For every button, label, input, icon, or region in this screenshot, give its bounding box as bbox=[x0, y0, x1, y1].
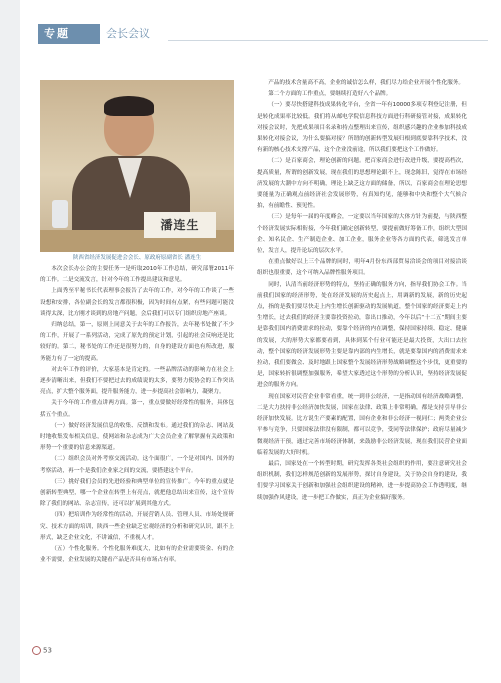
paragraph: （二）组织会员对外考察交流活动。这个面很广，一个是对国内、国外的考察活动，再一个是我们企业家之间的交流，要搭建这个平台。 bbox=[40, 456, 234, 474]
page-header bbox=[20, 24, 501, 44]
paragraph: （三）是每年一届的年度峰会，一定要以当年国家的大体方针为前提，与陕西整个经济发展实际相衔接，今年我们确定创新转型，要提前做好筹备工作，组织大型国企、知名民企、生产制造企业、加工企业，服务企业等各方面的代表，筛选发言单位，发言人，提升论坛的层次水平。 bbox=[257, 214, 467, 255]
paragraph: 第二个方面的工作重点，要继续打造好八个品牌。 bbox=[268, 91, 392, 98]
paragraph: （三）挑好我们会员的先进经验和典型单位的宣传推广。今年的重点就是创新转型典型，哪一个企业在转型上有亮点，就把他总结出来宣传，这个宣传除了我们的网站、杂志宣传，还可以扩展到其他方式。 bbox=[40, 478, 234, 508]
paragraph: 同时，认清当前经济形势的特点，坚持正确的服务方向，指导我们协会工作。当前我们国家的经济形势，处在经济发展的历史起点上，用调新的发展，新的历史起点，指的是我们要尽快走上内生增长创新驱动的发展轨道，整个国家的经济要走上内生增长，过去我们的经济主要靠投资拉动，靠出口推动，今年以后“十二五”期间主要是靠我们国内消费需求的拉动，要靠个经济的内在调整，保持国家持续、稳定、健康的发展，大的形势大家都要看到，具体到某个行业可能还是最大投资，大出口去拉动，整个国家的经济发展形势主要是靠内部的内生增长，就是要靠国内的消费需求来拉动，我们要做会、及时地跟上国家整个发展经济形势战略调整这个步伐，更重要的是，国家转折很调整加强服务，希望大家透过这个形势的分析认识，坚持经济发展促进会的服务方向。 bbox=[257, 281, 467, 389]
paragraph: 关于今年的工作重点讲两方面。第一，重点要做好经常性的服务，具体包括五个重点。 bbox=[40, 400, 234, 418]
section-title: 会长会议 bbox=[106, 27, 150, 40]
paragraph: 在重点做好以上三个品牌的同时，明年4月份东西部贸易洽谈会的项目对接洽谈组织也很重要，这个可纳入品牌性服务项目。 bbox=[257, 259, 467, 277]
page-number bbox=[32, 646, 52, 655]
side-band bbox=[0, 0, 20, 683]
left-column bbox=[40, 264, 234, 566]
photo-nameplate: 潘连生 bbox=[144, 212, 216, 238]
page-number-text: 53 bbox=[43, 646, 52, 655]
paragraph: 对去年工作的评价，大家基本是肯定的。一些品牌活动的影响力在社会上逐步清晰出来，但我们不要把过去的成绩说的太多，要努力使协会的工作突出亮点，扩大整个服务面，提升服务能力，进一步提高社会影响力，凝聚力。 bbox=[40, 366, 234, 396]
paragraph: （一）要尽快搭建科技成果转化平台，全省一年有10000多项专利登记注册，但是转化成果率比较低。我们将从邮电学院信息科技方面进行科研接管对接，成果转化对接会议时，先把成果项目名录和持点整理出来宣传，组织感兴趣的企业参加科技成果转化对接会议，为什么要搞对接？所谓的创新转型发展归根到底要靠科学技术，没有新的核心技术支撑产品，这个企业没前途，所以我们要把这个工作做好。 bbox=[257, 102, 467, 154]
paragraph: （五）个性化服务。个性化服务难度大，比如有的企业需要资金、有的企业不需要，企业发展的关键看产品是否具有市场占有率。 bbox=[40, 546, 234, 564]
paragraph: （一）做好经济发展信息的收集、反馈和发布。通过我们的杂志、网站及时地收集发布相关信息，使网站和杂志成为广大会员企业了解掌握有关政策和形势一个重要的信息来源渠道。 bbox=[40, 422, 234, 452]
paragraph: 最后，国家处在一个转型时期，研究发挥各类社会组织的作用，要注意研究社会组织机制，我们怎样规范创新的发展形势，探讨自身建设，关于协会自身的建设，我们要学习国家关于创新和加强社会组织建设的精神，进一步提高协会工作透明度，继续加强作风建设，进一步把工作做实，真正为企业搞好服务。 bbox=[257, 460, 467, 501]
right-column bbox=[257, 78, 467, 504]
paragraph: 本次会长办公会的主要任务一是听取2010年工作总结，研究部署2011年的工作。二是交流发言，针对今年的工作提出建议和意见。 bbox=[40, 266, 234, 284]
paragraph: 归纳总结，第一，原则上同意关于去年的工作报告，去年秘书处做了不少的工作，开展了一系列活动，完成了原先的预定计划，引起的社会反响还是比较好的。第二，秘书处的工作还是很努力的，自身的建设方面也有所改进，服务能力有了一定的提高。 bbox=[40, 322, 234, 362]
photo-caption: 陕西省经济发展促进会会长、原政府原副省长 潘连生 bbox=[72, 255, 202, 261]
page-number-mark bbox=[32, 646, 41, 655]
paragraph: （二）是百家商会，理论创新的问题。把百家商会进行改进升级，要提高档次，提高质量，所谓的创新发展，现在我们的思想理论跟不上，现念陈旧，觉得在市场经济发展的大潮中方向不明确，理论上缺乏这方面的储备，所以，百家商会在理论思想要能量为正确观点前经济社会发展形势，有真知灼见，能够和中央和整个大气候合拍，有前瞻性、预见性。 bbox=[257, 158, 467, 210]
paragraph: 现在国家对民营企业非常看重，统一到非公经济，一是指动国有经济战略调整，二是大力扶持非公经济加快发展，国家在法律、政策上非常明确，都是支持引导非公经济加快发展。比方说生产要素的配置，国有企业和非公经济一视同仁；两类企业公平参与竞争，只要国家法律没有限制，都可以竞争，受同等法律保护；政府尽量减少微观经济干预，通过完善市场经济体制，来鼓励非公经济发展，现在我们民营企业面临着发展的大好时机。 bbox=[257, 393, 467, 456]
photo-cup bbox=[52, 200, 68, 228]
paragraph: 产品的技术含量高不高，企业的诚信怎么样，我们尽力给企业开展个性化服务。 bbox=[268, 80, 464, 86]
paragraph: 上面秀至平秘书长代表理事会报告了去年的工作，对今年的工作谈了一些设想和安排，各位副会长的发言都很积极，因为时间有点紧，有些问题可能没谈得太深，比方刚才谈到的房地产问题，会后我们可以专门组织房地产座谈。 bbox=[40, 288, 234, 317]
speaker-photo bbox=[40, 80, 234, 252]
paragraph: （四）把培训作为经常性的活动，开展营销人员、管理人员、市场处规研究、技术方面的培训，陕西一些企业缺乏宏观经济的分析和研究认识，跟不上形式，缺乏企业文化，不讲诚信，不重视人才。 bbox=[40, 512, 234, 541]
photo-person-hair bbox=[104, 96, 154, 116]
section-tag: 专题 bbox=[38, 24, 100, 44]
header-rule bbox=[168, 40, 488, 41]
